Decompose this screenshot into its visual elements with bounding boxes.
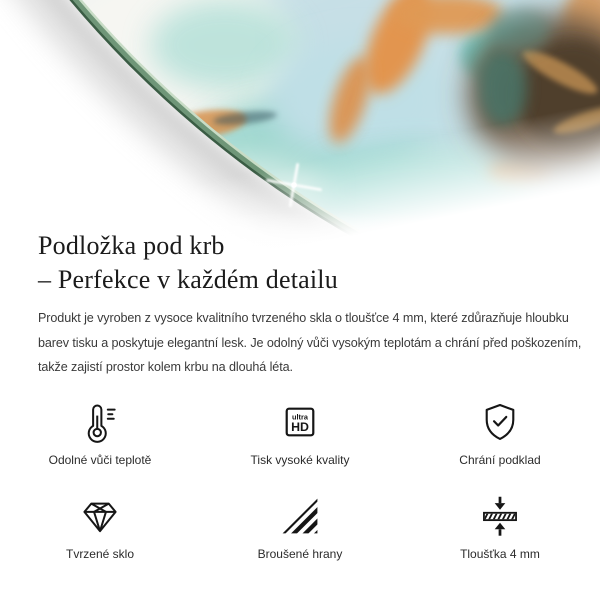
feature-protects-floor xyxy=(400,398,600,468)
feature-label: Chrání podklad xyxy=(459,453,541,467)
feature-label: Tisk vysoké kvality xyxy=(250,453,350,467)
features-grid xyxy=(0,398,600,562)
thermometer-icon xyxy=(78,398,122,444)
beveled-edges-icon xyxy=(278,492,322,538)
page-title xyxy=(38,229,338,297)
ultra-hd-icon-text-bottom: HD xyxy=(291,420,309,435)
title-line-2: – Perfekce v každém detailu xyxy=(38,265,338,294)
product-description: Produkt je vyroben z vysoce kvalitního tvrzeného skla o tloušťce 4 mm, které zdůrazňuje hloubku barev tisku a poskytuje elegantní lesk. Je odolný vůči vysokým teplotám a chrání před poškozením, takže zajistí prostor kolem krbu na dlouhá léta. xyxy=(38,311,582,374)
title-line-1: Podložka pod krb xyxy=(38,231,225,260)
feature-label: Tloušťka 4 mm xyxy=(460,547,540,561)
feature-label: Broušené hrany xyxy=(257,547,343,561)
feature-heat-resistant xyxy=(0,398,200,468)
feature-label: Odolné vůči teplotě xyxy=(48,453,152,467)
feature-polished-edges xyxy=(200,492,400,562)
shield-check-icon xyxy=(478,398,522,444)
diamond-icon xyxy=(78,492,122,538)
ultra-hd-icon xyxy=(278,398,322,444)
feature-print-quality xyxy=(200,398,400,468)
thickness-icon xyxy=(478,492,522,538)
feature-tempered-glass xyxy=(0,492,200,562)
ultra-hd-icon-text-top: ultra xyxy=(292,412,308,422)
feature-label: Tvrzené sklo xyxy=(65,547,135,561)
feature-thickness xyxy=(400,492,600,562)
